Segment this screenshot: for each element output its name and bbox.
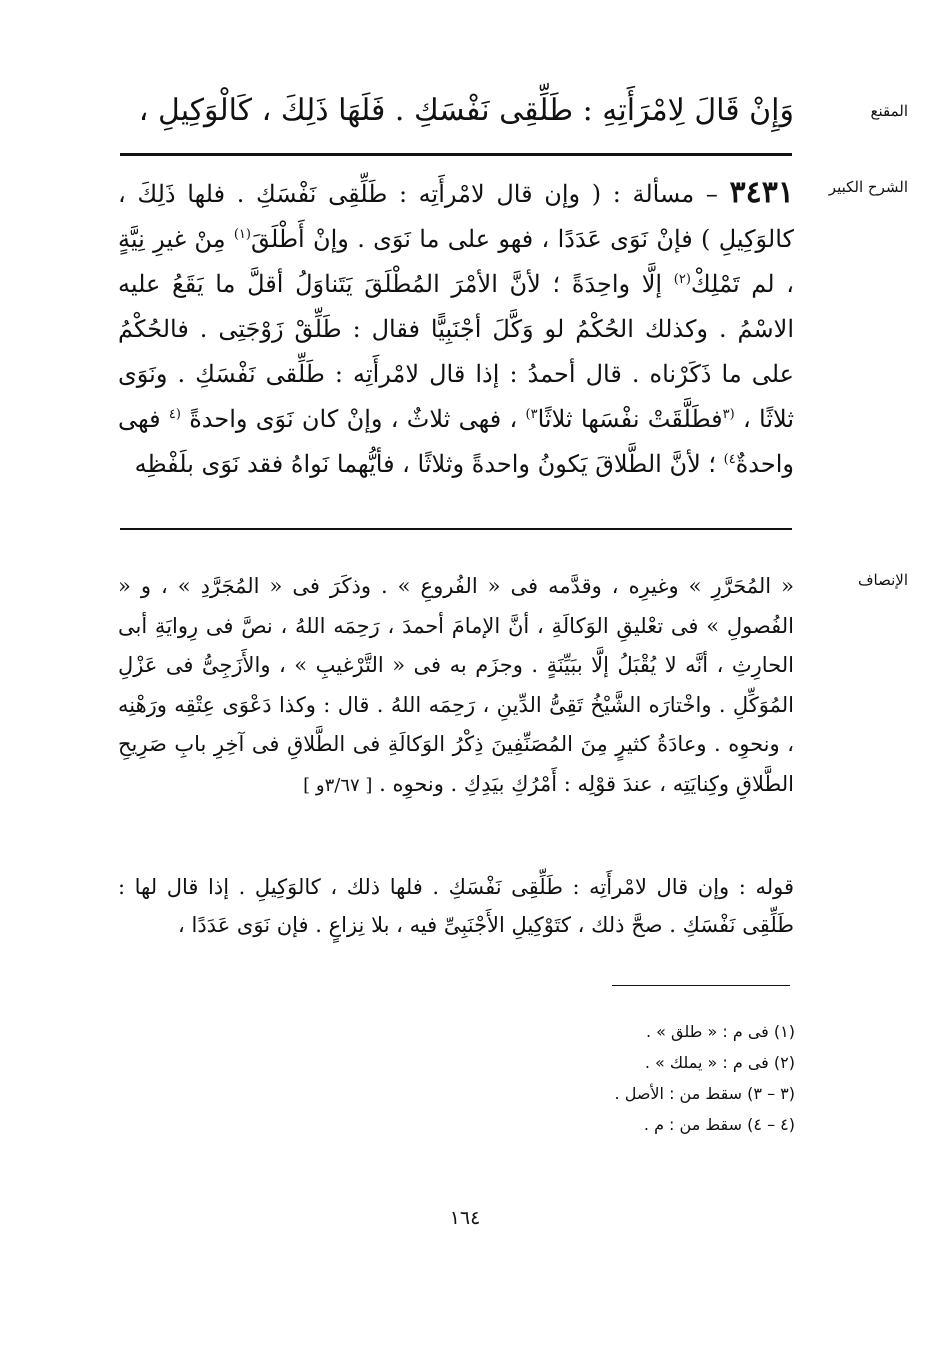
footnote-3: (٣ – ٣) سقط من : الأصل . — [614, 1084, 795, 1103]
page-number: ١٦٤ — [449, 1207, 481, 1229]
sharh-text — [118, 170, 794, 487]
manuscript-reference: [ ٣/٦٧و ] — [303, 774, 373, 796]
footnote-ref-4-close: ٤) — [723, 452, 736, 467]
qawl-paragraph: قوله : وإن قال لامْرأَتِه : طَلِّقِى نَفْسَكِ . فلها ذلك ، كالوَكِيلِ . إذا قال لها : طَلِّقِى نَفْسَكِ . صحَّ ذلك ، كتَوْكِيلِ الأَجْنَبِىِّ فيه ، بلا نِزاعٍ . فإن نَوَى عَدَدًا ، — [118, 875, 794, 937]
footnote-ref-2: (٢) — [673, 272, 691, 287]
label-insaf: الإنصاف — [857, 571, 908, 589]
footnote-1: (١) فى م : « طلق » . — [645, 1022, 795, 1041]
footnote-ref-1: (١) — [233, 227, 251, 242]
qawl-text — [118, 868, 794, 944]
muqni-text — [118, 86, 794, 136]
label-muqni: المقنع — [870, 102, 908, 120]
sharh-paragraph: ٣٤٣١ – مسألة : ( وإن قال لامْرأَتِه : طَلِّقِى نَفْسَكِ . فلها ذَلِكَ ، كالوَكِيلِ ) فإنْ نَوَى عَدَدًا ، فهو على ما نَوَى . وإنْ أَطْلَقَ$^{(١)}$ مِنْ غيرِ نِيَّةٍ ، لم تَمْلِكْ$^{(٢)}$ إلَّا واحِدَةً ؛ لأنَّ الأمْرَ المُطْلَقَ يَتَناوَلُ أقلَّ ما يَقَعُ عليه الاسْمُ . وكذلك الحُكْمُ لو وَكَّلَ أجْنَبِيًّا فقال : طَلِّقْ زَوْجَتِى . فالحُكْمُ على ما ذَكَرْناه . قال أحمدُ : إذا قال لامْرأَتِه : طَلِّقى نَفْسَكِ . ونَوَى ثلاثًا ، $^{(٣}$فطَلَّقَتْ نفْسَها ثلاثًا$^{٣)}$ ، فهى ثلاثٌ ، وإنْ كان نَوَى واحدةً $^{(٤}$ فهى واحدةٌ$^{٤)}$ ؛ لأنَّ الطَّلاقَ يَكونُ واحدةً وثلاثًا ، فأيُّهما نَواهُ فقد نَوَى بلَفْظِه — [118, 175, 794, 478]
footnote-ref-3-open: (٣ — [722, 407, 735, 422]
insaf-paragraph: « المُحَرَّرِ » وغيرِه ، وقدَّمه فى « الفُروعِ » . وذكَرَ فى « المُجَرَّدِ » ، و « الفُصولِ » فى تعْليقِ الوَكالَةِ ، أنَّ الإمامَ أحمدَ ، رَحِمَه اللهُ ، نصَّ فى رِوايَةِ أبى الحارِثِ ، أنَّه لا يُقْبَلُ إلَّا ببَيِّنَةٍ . وجزَم به فى « التَّرْغيبِ » ، والأَزَجِىُّ فى عَزْلِ المُوَكِّلِ . واخْتارَه الشَّيْخُ تَقِىُّ الدِّينِ ، رَحِمَه اللهُ . قال : وكذا دَعْوَى عِتْقِه ورَهْنِه ، ونحوِه . وعادَةُ كثيرٍ مِنَ المُصَنِّفِينَ ذِكْرُ الوَكالَةِ فى الطَّلاقِ فى آخِرِ بابِ صَرِيحِ الطَّلاقِ وكِنايَتِه ، عندَ قوْلِه : أَمْرُكِ بيَدِكِ . ونحوِه . [ ٣/٦٧و ] — [118, 574, 794, 796]
footnote-ref-3-close: ٣) — [525, 407, 538, 422]
label-sharh: الشرح الكبير — [828, 178, 908, 196]
section-divider-thick — [120, 153, 792, 156]
muqni-line: وَإِنْ قَالَ لِامْرَأَتِهِ : طَلِّقِى نَفْسَكِ . فَلَهَا ذَلِكَ ، كَالْوَكِيلِ ، — [138, 93, 794, 128]
footnote-4: (٤ – ٤) سقط من : م . — [643, 1115, 795, 1134]
footnote-separator — [612, 985, 790, 986]
footnote-ref-4-open: (٤ — [168, 407, 181, 422]
section-divider — [120, 528, 792, 530]
footnote-2: (٢) فى م : « يملك » . — [644, 1053, 795, 1072]
footnotes — [395, 1016, 795, 1140]
insaf-text — [118, 567, 794, 805]
issue-number: ٣٤٣١ — [729, 175, 794, 210]
